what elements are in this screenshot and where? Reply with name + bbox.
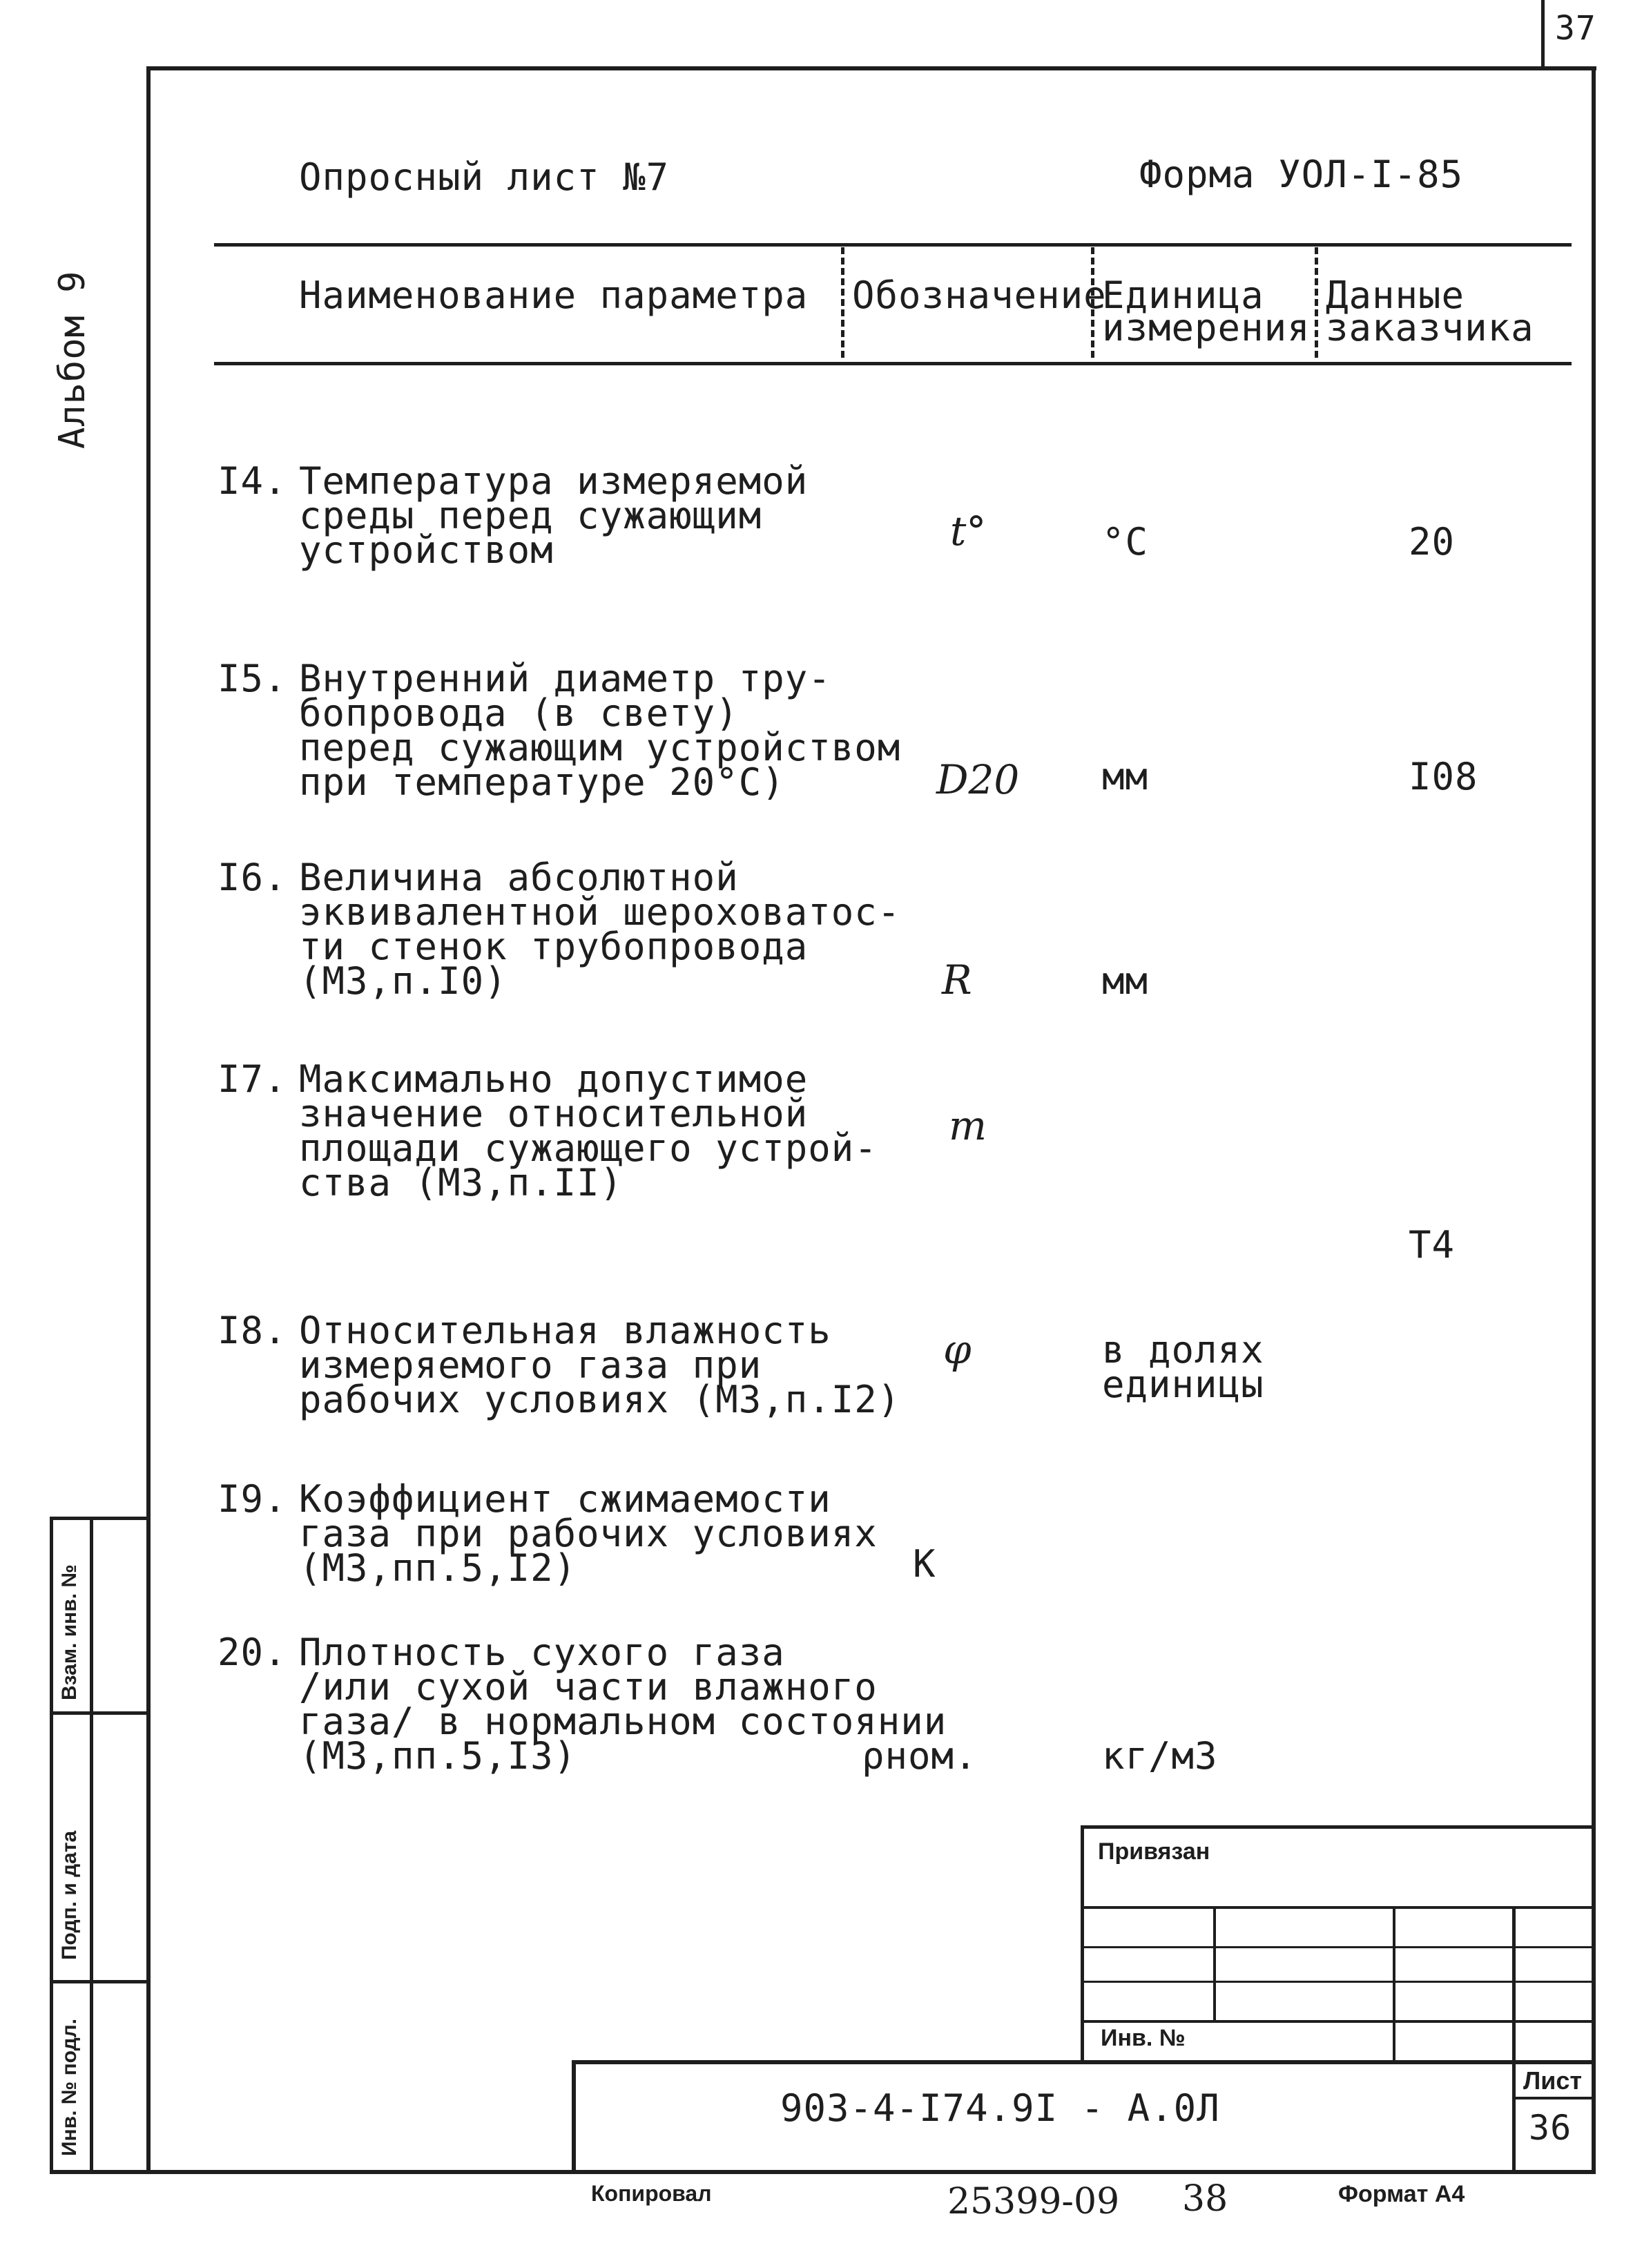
parameter-line: ства (МЗ,п.II) — [299, 1161, 624, 1204]
column-header-data-line1: Данные — [1326, 273, 1465, 317]
stamp-line — [1081, 1906, 1596, 1909]
parameter-line: при температуре 20°C) — [299, 760, 785, 804]
privyazan-label: Привязан — [1098, 1838, 1210, 1865]
unit-line: единицы — [1102, 1363, 1264, 1406]
customer-value: T4 — [1409, 1223, 1456, 1267]
margin-line — [50, 1517, 151, 1520]
parameter-line: ти стенок трубопровода — [299, 925, 809, 968]
customer-value: 20 — [1409, 520, 1456, 564]
row-number: I8. — [218, 1309, 287, 1352]
parameter-line: Относительная влажность — [299, 1309, 831, 1352]
parameter-line: площади сужающего устрой- — [299, 1126, 878, 1170]
frame-left — [146, 66, 151, 2174]
column-header-unit-line2: измерения — [1102, 306, 1311, 349]
row-number: I7. — [218, 1057, 287, 1101]
column-divider-3 — [1315, 247, 1318, 358]
parameter-symbol: R — [942, 957, 972, 1003]
row-number: I4. — [218, 459, 287, 503]
stamp-line — [1081, 2020, 1596, 2023]
designation-left-line — [572, 2060, 576, 2174]
parameter-unit: мм — [1102, 755, 1149, 798]
parameter-unit: кг/м3 — [1102, 1734, 1218, 1778]
parameter-line: Коэффициент сжимаемости — [299, 1477, 831, 1521]
parameter-line: (МЗ,п.I0) — [299, 959, 508, 1003]
parameter-line: среды перед сужающим — [299, 494, 762, 537]
parameter-line: перед сужающим устройством — [299, 726, 901, 769]
kopiroval-label: Копировал — [591, 2181, 712, 2206]
parameter-line: эквивалентной шероховатос- — [299, 890, 901, 934]
questionnaire-title: Опросный лист №7 — [299, 155, 670, 199]
sheet-number: 36 — [1529, 2108, 1572, 2148]
parameter-line: значение относительной — [299, 1092, 809, 1135]
frame-bottom — [50, 2170, 1596, 2174]
parameter-line: (МЗ,пп.5,I3) — [299, 1734, 577, 1778]
parameter-symbol: ρном. — [862, 1734, 978, 1778]
frame-top — [146, 66, 1596, 70]
parameter-line: рабочих условиях (МЗ,п.I2) — [299, 1378, 901, 1421]
parameter-name — [299, 1477, 878, 1590]
sheet-divider — [1512, 2097, 1596, 2099]
parameter-line: /или сухой части влажного — [299, 1665, 878, 1709]
parameter-line: измеряемого газа при — [299, 1343, 762, 1387]
parameter-line: Величина абсолютной — [299, 856, 739, 899]
margin-inner — [90, 1517, 93, 2173]
column-divider-1 — [841, 247, 844, 358]
sheet-label: Лист — [1523, 2066, 1583, 2095]
stamp-col-line — [1512, 1906, 1516, 2174]
parameter-line: газа при рабочих условиях — [299, 1512, 878, 1555]
table-header-bottom-line — [214, 362, 1572, 365]
row-number: I9. — [218, 1477, 287, 1521]
page-number: 37 — [1555, 9, 1596, 48]
stamp-col-line — [1393, 1906, 1395, 2062]
parameter-symbol: t° — [950, 508, 987, 555]
frame-right — [1592, 66, 1596, 2174]
margin-line — [50, 1980, 151, 1983]
parameter-symbol: φ — [943, 1326, 972, 1373]
margin-line — [50, 1711, 151, 1715]
parameter-line: (МЗ,пп.5,I2) — [299, 1546, 577, 1590]
parameter-symbol: m — [949, 1102, 987, 1149]
customer-value: I08 — [1409, 755, 1478, 798]
format-label: Формат А4 — [1338, 2181, 1465, 2207]
row-number: I5. — [218, 657, 287, 700]
parameter-unit — [1102, 1328, 1264, 1406]
column-header-symbol: Обозначение — [852, 273, 1107, 317]
row-number: 20. — [218, 1631, 287, 1674]
parameter-name — [299, 1309, 901, 1421]
parameter-unit: °C — [1102, 520, 1149, 564]
album-label: Альбом 9 — [52, 270, 93, 449]
unit-line: в долях — [1102, 1328, 1264, 1372]
parameter-symbol: D20 — [936, 756, 1020, 803]
parameter-line: Температура измеряемой — [299, 459, 809, 503]
parameter-line: Максимально допустимое — [299, 1057, 809, 1101]
parameter-name — [299, 657, 901, 804]
parameter-line: бопровода (в свету) — [299, 691, 739, 735]
parameter-name — [299, 1057, 878, 1204]
parameter-symbol: К — [913, 1542, 936, 1586]
column-header-data-line2: заказчика — [1326, 306, 1534, 349]
parameter-unit: мм — [1102, 959, 1149, 1003]
footer-number: 25399-09 — [947, 2181, 1120, 2222]
stamp-line — [1081, 1981, 1596, 1983]
stamp-left-line — [1081, 1825, 1084, 2062]
parameter-line: Внутренний диаметр тру- — [299, 657, 831, 700]
parameter-name — [299, 1631, 947, 1778]
form-code: Форма УОЛ-I-85 — [1139, 153, 1464, 196]
parameter-line: Плотность сухого газа — [299, 1631, 785, 1674]
table-header-top-line — [214, 243, 1572, 247]
stamp-top-line — [1081, 1825, 1596, 1829]
designation-top-line — [572, 2060, 1596, 2064]
document-code: 903-4-I74.9I - А.0Л — [780, 2086, 1220, 2130]
margin-outer-left — [50, 1517, 53, 2173]
parameter-name — [299, 856, 901, 1003]
parameter-line: устройством — [299, 528, 554, 572]
row-number: I6. — [218, 856, 287, 899]
column-header-name: Наименование параметра — [299, 273, 809, 317]
inv-no-label: Инв. № — [1101, 2025, 1186, 2051]
inv-podl-label: Инв. № подл. — [58, 2018, 81, 2156]
parameter-line: газа/ в нормальном состоянии — [299, 1700, 947, 1743]
footer-sheet: 38 — [1182, 2178, 1228, 2220]
vzam-inv-label: Взам. инв. № — [58, 1564, 81, 1700]
parameter-name — [299, 459, 809, 572]
column-header-unit-line1: Единица — [1102, 273, 1264, 317]
stamp-line — [1081, 1946, 1596, 1948]
podp-data-label: Подп. и дата — [58, 1830, 81, 1960]
stamp-col-line — [1213, 1906, 1216, 2020]
